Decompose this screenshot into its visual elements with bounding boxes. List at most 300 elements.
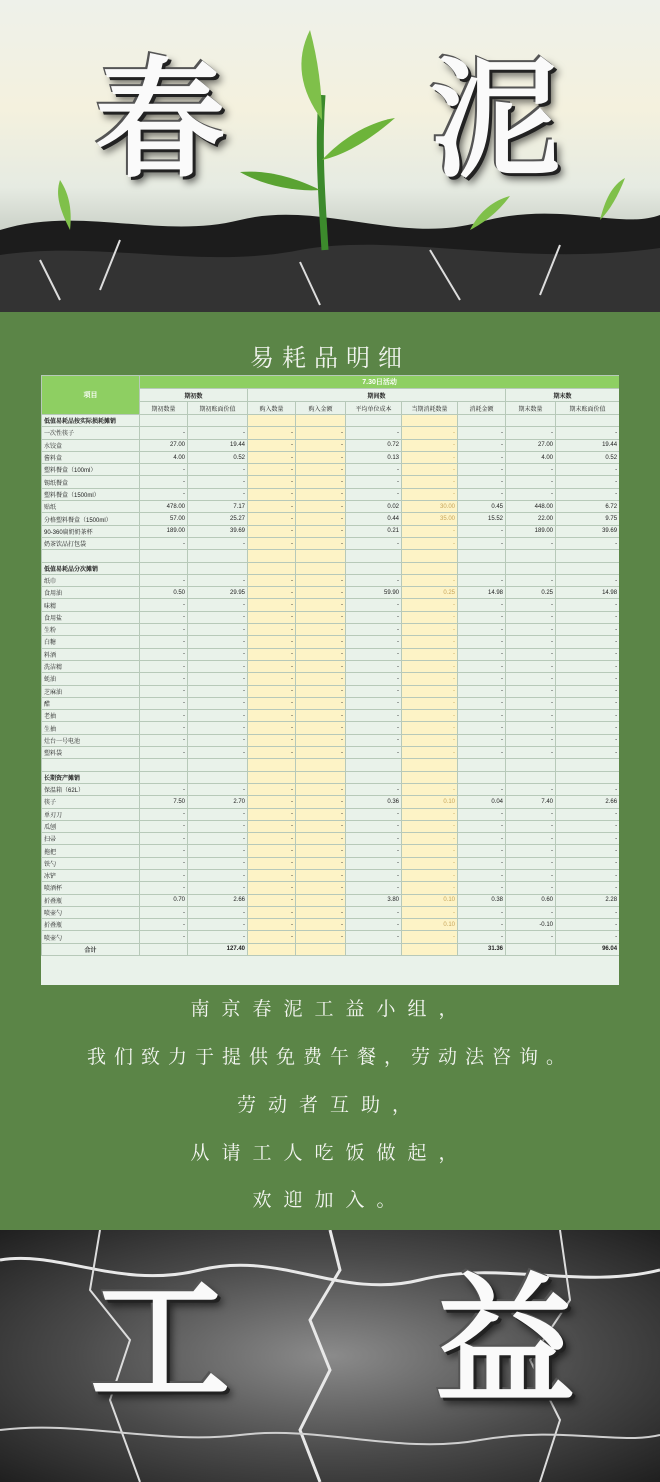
column-header: 消耗金额 xyxy=(458,402,506,415)
item-name: 折叠瓶 xyxy=(42,894,140,906)
table-row xyxy=(42,697,620,709)
value-cell: - xyxy=(188,537,248,549)
value-cell: 0.70 xyxy=(140,894,188,906)
value-cell: - xyxy=(402,648,458,660)
value-cell: - xyxy=(140,710,188,722)
value-cell: - xyxy=(296,882,346,894)
value-cell: - xyxy=(458,697,506,709)
value-cell: - xyxy=(296,820,346,832)
cell xyxy=(346,415,402,427)
value-cell: - xyxy=(188,673,248,685)
value-cell: - xyxy=(556,783,620,795)
item-name: 洗洁精 xyxy=(42,660,140,672)
value-cell: 27.00 xyxy=(506,439,556,451)
value-cell: - xyxy=(346,722,402,734)
value-cell: - xyxy=(556,611,620,623)
value-cell: - xyxy=(140,685,188,697)
value-cell: 9.75 xyxy=(556,513,620,525)
value-cell: - xyxy=(248,464,296,476)
value-cell: - xyxy=(248,894,296,906)
cell xyxy=(140,771,188,783)
cell xyxy=(140,562,188,574)
sheet-title: 易耗品明细 xyxy=(250,344,410,372)
value-cell: - xyxy=(140,783,188,795)
slogan-line-2: 我们致力于提供免费午餐，劳动法咨询。 xyxy=(86,1046,573,1068)
value-cell: - xyxy=(140,857,188,869)
value-cell: - xyxy=(402,574,458,586)
value-cell: - xyxy=(346,869,402,881)
table-row xyxy=(42,747,620,759)
item-name: 单刃刀 xyxy=(42,808,140,820)
value-cell: - xyxy=(506,710,556,722)
value-cell: - xyxy=(402,624,458,636)
total-cell: 127.40 xyxy=(188,943,248,955)
value-cell: - xyxy=(248,599,296,611)
value-cell: - xyxy=(188,636,248,648)
slogan-line-4: 从请工人吃饭做起， xyxy=(190,1142,470,1164)
value-cell: - xyxy=(458,833,506,845)
cell xyxy=(458,771,506,783)
cell xyxy=(556,415,620,427)
value-cell: - xyxy=(346,636,402,648)
value-cell: - xyxy=(346,931,402,943)
table-row xyxy=(42,919,620,931)
value-cell: - xyxy=(346,734,402,746)
value-cell: - xyxy=(346,697,402,709)
item-name: 酱料盒 xyxy=(42,451,140,463)
value-cell: - xyxy=(248,624,296,636)
item-name: 灶台一号电池 xyxy=(42,734,140,746)
value-cell: - xyxy=(248,501,296,513)
value-cell: - xyxy=(506,648,556,660)
value-cell: - xyxy=(188,783,248,795)
cell xyxy=(346,562,402,574)
item-name: 拖把 xyxy=(42,845,140,857)
value-cell: - xyxy=(248,611,296,623)
value-cell: - xyxy=(402,451,458,463)
value-cell: 478.00 xyxy=(140,501,188,513)
banner-char-ni: 泥 xyxy=(430,43,561,196)
item-name: 喷酒杯 xyxy=(42,882,140,894)
value-cell: 2.66 xyxy=(556,796,620,808)
total-row xyxy=(42,943,620,955)
item-name: 瓜刨 xyxy=(42,820,140,832)
value-cell: 25.27 xyxy=(188,513,248,525)
value-cell: - xyxy=(556,476,620,488)
value-cell: - xyxy=(458,673,506,685)
total-cell xyxy=(506,943,556,955)
value-cell: 189.00 xyxy=(140,525,188,537)
value-cell: - xyxy=(140,869,188,881)
section-label: 低值易耗品按实际损耗摊销 xyxy=(42,415,140,427)
value-cell: 448.00 xyxy=(506,501,556,513)
value-cell: - xyxy=(248,574,296,586)
value-cell: - xyxy=(458,710,506,722)
cell xyxy=(296,550,346,562)
value-cell: - xyxy=(296,599,346,611)
value-cell: - xyxy=(402,439,458,451)
value-cell: - xyxy=(506,574,556,586)
table-row xyxy=(42,476,620,488)
value-cell: - xyxy=(140,624,188,636)
value-cell: - xyxy=(188,476,248,488)
item-name: 锡纸餐盒 xyxy=(42,476,140,488)
value-cell: - xyxy=(188,660,248,672)
value-cell: - xyxy=(346,599,402,611)
value-cell: 35.00 xyxy=(402,513,458,525)
value-cell: 6.72 xyxy=(556,501,620,513)
table-row xyxy=(42,636,620,648)
cell xyxy=(506,562,556,574)
value-cell: 189.00 xyxy=(506,525,556,537)
value-cell: - xyxy=(458,476,506,488)
value-cell: - xyxy=(556,722,620,734)
value-cell: - xyxy=(188,747,248,759)
value-cell: - xyxy=(458,451,506,463)
consumables-table xyxy=(41,375,619,985)
value-cell: - xyxy=(506,537,556,549)
value-cell: - xyxy=(402,476,458,488)
top-banner xyxy=(0,0,660,312)
value-cell: - xyxy=(140,882,188,894)
value-cell: - xyxy=(556,685,620,697)
value-cell: 59.90 xyxy=(346,587,402,599)
value-cell: - xyxy=(188,833,248,845)
value-cell: - xyxy=(188,624,248,636)
table-row xyxy=(42,931,620,943)
value-cell: 0.10 xyxy=(402,796,458,808)
value-cell: - xyxy=(296,697,346,709)
value-cell: - xyxy=(188,574,248,586)
cell xyxy=(140,550,188,562)
value-cell: - xyxy=(458,636,506,648)
value-cell: - xyxy=(458,747,506,759)
table-row xyxy=(42,501,620,513)
value-cell: - xyxy=(188,710,248,722)
closing-group-header: 期末数 xyxy=(506,389,620,402)
table-row xyxy=(42,488,620,500)
value-cell: - xyxy=(458,808,506,820)
value-cell: - xyxy=(296,624,346,636)
column-header: 购入数量 xyxy=(248,402,296,415)
value-cell: - xyxy=(458,869,506,881)
value-cell: - xyxy=(248,722,296,734)
cell xyxy=(506,415,556,427)
value-cell: - xyxy=(402,734,458,746)
cell xyxy=(402,771,458,783)
value-cell: 0.72 xyxy=(346,439,402,451)
value-cell: 2.28 xyxy=(556,894,620,906)
cell xyxy=(506,759,556,771)
value-cell: - xyxy=(556,673,620,685)
value-cell: 3.80 xyxy=(346,894,402,906)
value-cell: - xyxy=(296,796,346,808)
value-cell: - xyxy=(296,611,346,623)
value-cell: - xyxy=(248,906,296,918)
value-cell: - xyxy=(346,882,402,894)
table-row xyxy=(42,648,620,660)
value-cell: - xyxy=(248,537,296,549)
value-cell: - xyxy=(140,919,188,931)
value-cell: - xyxy=(188,722,248,734)
cell xyxy=(556,771,620,783)
item-name: 喷壶勺 xyxy=(42,906,140,918)
column-header: 平均单位成本 xyxy=(346,402,402,415)
item-name: 味精 xyxy=(42,599,140,611)
value-cell: - xyxy=(346,710,402,722)
value-cell: 0.36 xyxy=(346,796,402,808)
value-cell: - xyxy=(458,734,506,746)
value-cell: - xyxy=(402,685,458,697)
table-row xyxy=(42,771,620,783)
value-cell: - xyxy=(296,919,346,931)
value-cell: - xyxy=(556,599,620,611)
value-cell: - xyxy=(140,722,188,734)
value-cell: - xyxy=(402,488,458,500)
value-cell: - xyxy=(402,710,458,722)
value-cell: - xyxy=(346,476,402,488)
value-cell: - xyxy=(458,525,506,537)
value-cell: - xyxy=(188,685,248,697)
value-cell: - xyxy=(140,660,188,672)
value-cell: - xyxy=(458,845,506,857)
value-cell: - xyxy=(506,820,556,832)
table-row xyxy=(42,550,620,562)
table-row xyxy=(42,525,620,537)
cell xyxy=(402,562,458,574)
value-cell: - xyxy=(458,857,506,869)
value-cell: - xyxy=(296,734,346,746)
item-name: 塑料袋 xyxy=(42,747,140,759)
value-cell: - xyxy=(346,685,402,697)
cell xyxy=(188,771,248,783)
item-name: 食用油 xyxy=(42,587,140,599)
value-cell: - xyxy=(248,513,296,525)
value-cell: - xyxy=(188,931,248,943)
value-cell: 30.00 xyxy=(402,501,458,513)
table-body xyxy=(42,415,620,956)
value-cell: 22.00 xyxy=(506,513,556,525)
value-cell: - xyxy=(188,857,248,869)
value-cell: - xyxy=(248,660,296,672)
value-cell: - xyxy=(346,611,402,623)
table-row xyxy=(42,599,620,611)
value-cell: - xyxy=(506,808,556,820)
cell xyxy=(556,759,620,771)
value-cell: - xyxy=(140,636,188,648)
value-cell: - xyxy=(506,488,556,500)
item-name: 蚝油 xyxy=(42,673,140,685)
column-header: 期初账面价值 xyxy=(188,402,248,415)
value-cell: - xyxy=(248,710,296,722)
cell xyxy=(140,415,188,427)
value-cell: - xyxy=(188,464,248,476)
total-cell xyxy=(140,943,188,955)
value-cell: - xyxy=(296,648,346,660)
value-cell: - xyxy=(296,783,346,795)
value-cell: - xyxy=(296,722,346,734)
value-cell: - xyxy=(402,427,458,439)
value-cell: - xyxy=(402,747,458,759)
value-cell: - xyxy=(188,427,248,439)
value-cell: - xyxy=(556,648,620,660)
value-cell: - xyxy=(296,488,346,500)
column-header: 期初数量 xyxy=(140,402,188,415)
value-cell: - xyxy=(296,673,346,685)
value-cell: - xyxy=(248,476,296,488)
item-name: 纸巾 xyxy=(42,574,140,586)
value-cell: - xyxy=(296,747,346,759)
banner-char-yi: 益 xyxy=(435,1260,576,1424)
cell xyxy=(402,550,458,562)
item-name: 一次性筷子 xyxy=(42,427,140,439)
value-cell: - xyxy=(402,882,458,894)
value-cell: - xyxy=(296,710,346,722)
value-cell: 0.21 xyxy=(346,525,402,537)
value-cell: - xyxy=(458,537,506,549)
value-cell: - xyxy=(458,931,506,943)
value-cell: - xyxy=(506,882,556,894)
item-name: 折叠瓶 xyxy=(42,919,140,931)
value-cell: - xyxy=(346,845,402,857)
column-header: 购入金额 xyxy=(296,402,346,415)
value-cell: - xyxy=(506,427,556,439)
value-cell: - xyxy=(188,808,248,820)
value-cell: - xyxy=(296,427,346,439)
value-cell: - xyxy=(402,525,458,537)
value-cell: 0.13 xyxy=(346,451,402,463)
value-cell: - xyxy=(296,894,346,906)
table-row xyxy=(42,845,620,857)
value-cell: - xyxy=(248,525,296,537)
table-row xyxy=(42,710,620,722)
value-cell: 0.44 xyxy=(346,513,402,525)
cell xyxy=(556,550,620,562)
value-cell: 0.38 xyxy=(458,894,506,906)
value-cell: - xyxy=(556,747,620,759)
table-row xyxy=(42,882,620,894)
total-label: 合计 xyxy=(42,943,140,955)
value-cell: - xyxy=(296,636,346,648)
cell xyxy=(296,415,346,427)
table-row xyxy=(42,562,620,574)
cell xyxy=(458,562,506,574)
table-row xyxy=(42,660,620,672)
value-cell: - xyxy=(506,833,556,845)
slogan-line-5: 欢迎加入。 xyxy=(252,1189,408,1211)
value-cell: - xyxy=(188,869,248,881)
value-cell: - xyxy=(458,783,506,795)
value-cell: - xyxy=(140,488,188,500)
value-cell: - xyxy=(402,869,458,881)
table-row xyxy=(42,574,620,586)
value-cell: - xyxy=(346,624,402,636)
value-cell: - xyxy=(402,599,458,611)
table-row xyxy=(42,464,620,476)
item-name: 贴纸 xyxy=(42,501,140,513)
value-cell: - xyxy=(346,783,402,795)
cell xyxy=(188,759,248,771)
value-cell: - xyxy=(506,845,556,857)
value-cell: 0.52 xyxy=(188,451,248,463)
item-name: 冰铲 xyxy=(42,869,140,881)
column-header: 期末账面价值 xyxy=(556,402,620,415)
item-name: 料酒 xyxy=(42,648,140,660)
column-header: 当期消耗数量 xyxy=(402,402,458,415)
value-cell: - xyxy=(296,685,346,697)
value-cell: - xyxy=(296,833,346,845)
cell xyxy=(42,550,140,562)
cell xyxy=(506,550,556,562)
value-cell: - xyxy=(458,919,506,931)
table-row xyxy=(42,783,620,795)
value-cell: - xyxy=(248,808,296,820)
value-cell: - xyxy=(458,648,506,660)
cell xyxy=(140,759,188,771)
value-cell: - xyxy=(140,599,188,611)
table-row xyxy=(42,513,620,525)
value-cell: - xyxy=(248,783,296,795)
value-cell: - xyxy=(506,857,556,869)
value-cell: - xyxy=(506,869,556,881)
table-row xyxy=(42,820,620,832)
value-cell: - xyxy=(402,845,458,857)
value-cell: - xyxy=(506,636,556,648)
value-cell: - xyxy=(346,820,402,832)
value-cell: - xyxy=(296,906,346,918)
cell xyxy=(248,562,296,574)
bottom-banner xyxy=(0,1230,660,1482)
table-row xyxy=(42,685,620,697)
banner-char-gong: 工 xyxy=(90,1260,231,1424)
table-row xyxy=(42,857,620,869)
value-cell: - xyxy=(140,734,188,746)
cell xyxy=(248,759,296,771)
value-cell: - xyxy=(140,833,188,845)
value-cell: - xyxy=(506,906,556,918)
value-cell: - xyxy=(346,574,402,586)
item-name: 保温箱（62L） xyxy=(42,783,140,795)
value-cell: - xyxy=(140,464,188,476)
value-cell: - xyxy=(506,697,556,709)
item-name: 90-360扁奶奶茶杯 xyxy=(42,525,140,537)
value-cell: - xyxy=(296,869,346,881)
value-cell: - xyxy=(140,931,188,943)
value-cell: - xyxy=(296,574,346,586)
value-cell: - xyxy=(402,722,458,734)
value-cell: - xyxy=(248,439,296,451)
period-header: 7.30日活动 xyxy=(140,376,620,389)
table-row xyxy=(42,734,620,746)
value-cell: 14.98 xyxy=(458,587,506,599)
value-cell: - xyxy=(458,599,506,611)
value-cell: - xyxy=(402,611,458,623)
value-cell: - xyxy=(556,919,620,931)
value-cell: - xyxy=(506,747,556,759)
value-cell: - xyxy=(346,488,402,500)
value-cell: - xyxy=(248,882,296,894)
value-cell: - xyxy=(188,611,248,623)
cell xyxy=(556,562,620,574)
value-cell: - xyxy=(346,464,402,476)
value-cell: - xyxy=(556,833,620,845)
value-cell: - xyxy=(296,451,346,463)
table-row xyxy=(42,869,620,881)
value-cell: - xyxy=(506,685,556,697)
value-cell: - xyxy=(556,427,620,439)
value-cell: - xyxy=(556,734,620,746)
value-cell: - xyxy=(346,833,402,845)
